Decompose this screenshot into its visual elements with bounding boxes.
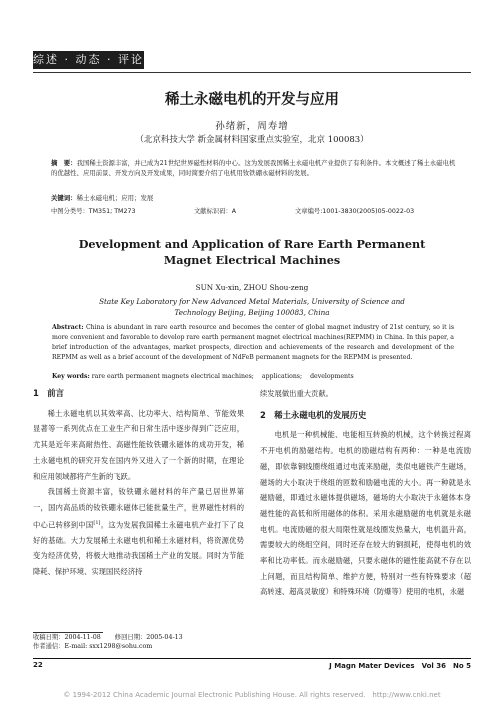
citation-ref[interactable]: [1] <box>93 519 101 526</box>
title-english-line1: Development and Application of Rare Earth Permanent <box>78 237 426 251</box>
keyword-item: rare earth permanent magnets electrical machines; <box>91 373 254 380</box>
title-english <box>0 236 504 268</box>
keywords-chinese <box>51 193 153 202</box>
keyword-item: applications; <box>261 373 303 380</box>
right-column <box>260 386 471 600</box>
clc-number: 中图分类号：TM351; TM273 <box>51 208 136 215</box>
abstract-english-text: China is abundant in rare earth resource and becomes the center of global magnet industry of 21st century, so it is more convenient and favorable to develop rare earth permanent magnet electrical machines(REPMM) in China. In this paper, a brief introduction of the advantages, market prospects, direction and achievements of the research and development of the REPMM as well as a brief account of the development of NdFeB permanent magnets for the REPMM is presented. <box>52 324 454 361</box>
paragraph: 电机是一种机械能、电能相互转换的机械，这个转换过程离不开电机的励磁结构。电机的励磁结构有两种：一种是电流励磁，即依靠铜线圈绕组通过电流来励磁，类似电磁铁产生磁场，磁场的大小取决于绕组的匝数和励磁电流的大小。再一种就是永磁励磁，即通过永磁体提供磁场，磁场的大小取决于永磁体本身磁性能的高低和所用磁体的体积。采用永磁励磁的电机就是永磁电机。电流励磁的很大局限性就是线圈发热量大，电机温升高，需要较大的绕组空间，同时还存在较大的铜损耗，使得电机的效率和比功率低。而永磁励磁，只要永磁体的磁性能高就不存在以上问题，而且结构简单、维护方便，特别对一些有特殊要求（超高转速、超高灵敏度）和特殊环境（防爆等）使用的电机，永磁 <box>260 430 471 597</box>
abstract-chinese <box>51 158 456 178</box>
abstract-english <box>52 323 454 363</box>
journal-info: J Magn Mater Devices Vol 36 No 5 <box>329 662 471 670</box>
paragraph: 我国稀土资源丰富，钕铁硼永磁材料的年产量已居世界第一，国内高品质的钕铁硼永磁体已能批量生产，世界磁性材料的中心已转移到中国[1]。这为发展我国稀土永磁电机产业打下了良好的基础。大力发展稀土永磁电机和稀土永磁材料，将资源优势变为经济优势，将极大地推动我国稀土产业的发展。同时为节能降耗、保护环境、实现国民经济持 <box>33 487 245 577</box>
affiliation-english <box>0 296 504 318</box>
authors-chinese: 孙绪新，周寿增 <box>215 121 289 132</box>
footer-rule <box>33 658 471 659</box>
abstract-chinese-label: 摘 要： <box>51 159 77 167</box>
keywords-chinese-text: 稀土永磁电机；应用；发展 <box>76 194 154 202</box>
title-chinese: 稀土永磁电机的开发与应用 <box>165 92 339 108</box>
section-heading-introduction: 1 前言 <box>33 388 64 398</box>
article-number: 文章编号:1001-3830(2005)05-0022-03 <box>295 208 415 215</box>
abstract-chinese-text: 我国稀土资源丰富，并已成为21世纪世界磁性材料的中心。这为发展我国稀土永磁电机产业提供了有利条件。本文概述了稀土永磁电机的优越性、应用前景、开发方向及开发成果，同时简要介绍了电机用钕铁硼永磁材料的发展。 <box>51 159 456 177</box>
header-rule <box>33 72 471 73</box>
title-english-line2: Magnet Electrical Machines <box>163 253 341 267</box>
affiliation-chinese: （北京科技大学 新金属材料国家重点实验室，北京 100083） <box>135 135 369 145</box>
keywords-english <box>52 373 362 380</box>
authors-english: SUN Xu-xin, ZHOU Shou-zeng <box>195 283 309 292</box>
received-date: 2004-11-08 <box>64 634 101 641</box>
page-number: 22 <box>33 661 43 669</box>
paragraph-continuation: 续发展做出重大贡献。 <box>260 389 333 398</box>
paragraph: 稀土永磁电机以其效率高、比功率大、结构简单、节能效果显著等一系列优点在工业生产和日常生活中逐步得到广泛应用，尤其是近年来高耐热性、高磁性能钕铁硼永磁体的成功开发，稀土永磁电机的研究开发在国内外又进入了一个新的时期，在理论和应用领域都将产生新的飞跃。 <box>33 408 244 481</box>
section-heading-history: 2 稀土永磁电机的发展历史 <box>260 409 367 420</box>
copyright-line: © 1994-2012 China Academic Journal Electronic Publishing House. All rights reserved. http://www.cnki.net <box>63 691 441 699</box>
document-code: 文献标识码：A <box>194 208 237 215</box>
revised-date: 2005-04-13 <box>146 634 183 641</box>
affiliation-english-line2: Technology Beijing, Beijing 100083, China <box>174 308 330 317</box>
abstract-english-label: Abstract: <box>52 324 84 331</box>
keywords-chinese-label: 关键词： <box>51 194 77 202</box>
left-column <box>33 386 244 580</box>
keywords-english-label: Key words: <box>52 373 90 380</box>
affiliation-english-line1: State Key Laboratory for New Advanced Metal Materials, University of Science and <box>99 297 405 306</box>
author-contact: 作者通信：E-mail: sxx1298@sohu.com <box>33 643 153 650</box>
section-tag: 综述 · 动态 · 评论 <box>33 51 144 69</box>
keyword-item: developments <box>310 373 354 380</box>
footnote: 收稿日期：2004-11-08 修回日期：2005-04-13 作者通信：E-mail: sxx1298@sohu.com <box>33 634 183 650</box>
